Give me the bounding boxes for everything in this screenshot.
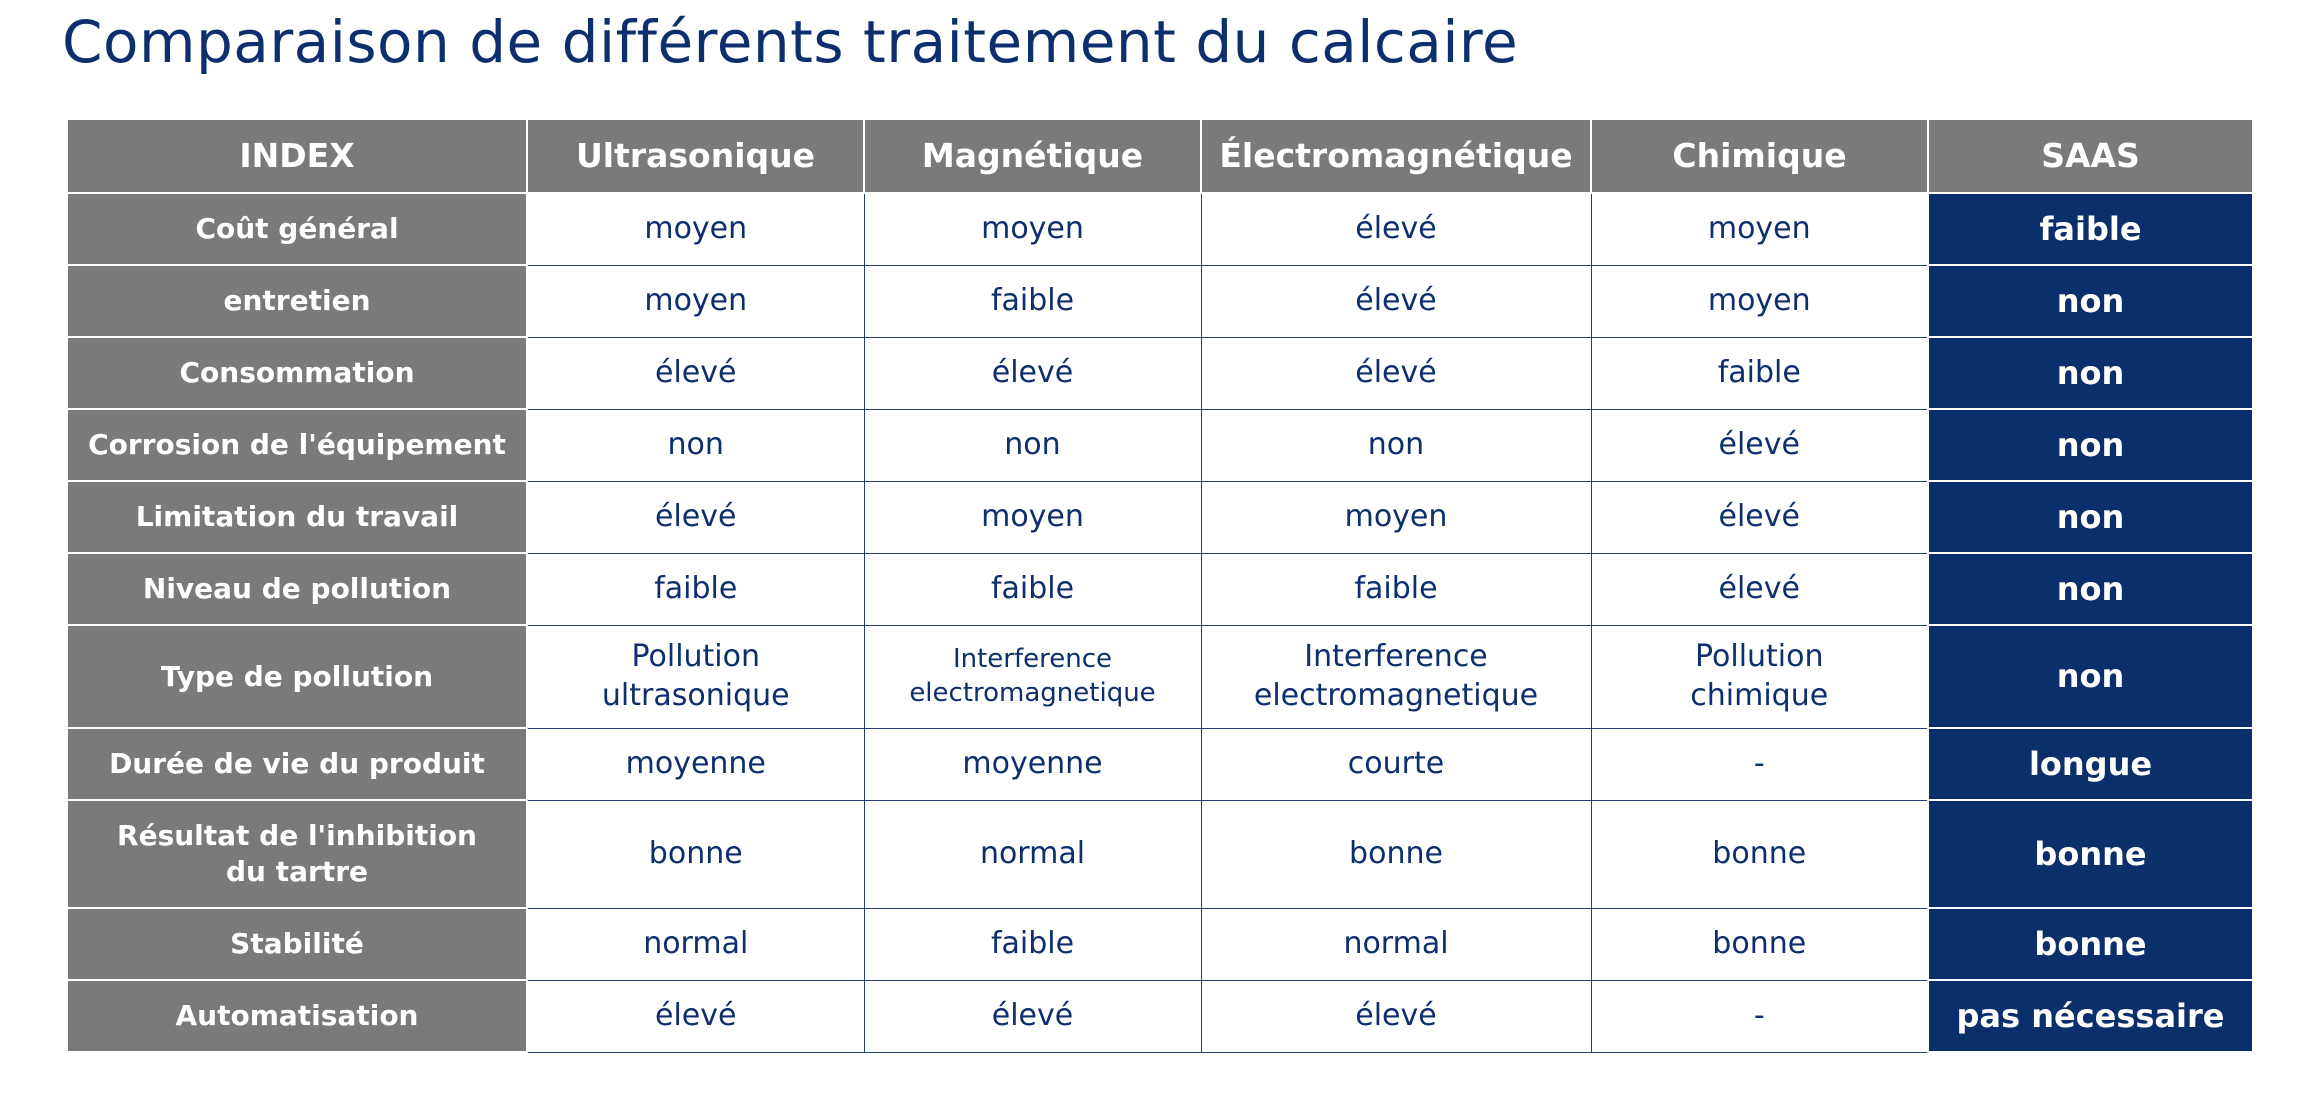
table-cell: [527, 625, 864, 728]
table-cell: bonne: [527, 800, 864, 908]
table-cell: faible: [1591, 337, 1928, 409]
table-row: [67, 908, 2253, 980]
table-row: [67, 980, 2253, 1052]
table-cell: faible: [864, 553, 1201, 625]
row-label: Stabilité: [67, 908, 527, 980]
table-cell: élevé: [1201, 337, 1591, 409]
table-cell: faible: [1201, 553, 1591, 625]
saas-cell: non: [1928, 265, 2253, 337]
row-label: Corrosion de l'équipement: [67, 409, 527, 481]
table-cell: élevé: [527, 481, 864, 553]
table-cell: bonne: [1591, 908, 1928, 980]
table-cell: élevé: [1201, 980, 1591, 1052]
saas-cell: non: [1928, 337, 2253, 409]
row-label: Durée de vie du produit: [67, 728, 527, 800]
table-cell: -: [1591, 728, 1928, 800]
header-index: INDEX: [67, 119, 527, 193]
header-ultrasonique: Ultrasonique: [527, 119, 864, 193]
table-cell: moyen: [527, 193, 864, 265]
saas-cell: non: [1928, 625, 2253, 728]
table-cell: [1591, 625, 1928, 728]
table-cell: moyen: [1591, 265, 1928, 337]
table-cell: non: [864, 409, 1201, 481]
table-cell: [1201, 625, 1591, 728]
table-cell: [864, 625, 1201, 728]
table-cell: élevé: [1201, 265, 1591, 337]
row-label: Type de pollution: [67, 625, 527, 728]
table-cell: normal: [864, 800, 1201, 908]
table-row: [67, 728, 2253, 800]
table-cell: normal: [527, 908, 864, 980]
page-title: Comparaison de différents traitement du calcaire: [62, 8, 1519, 76]
saas-cell: bonne: [1928, 908, 2253, 980]
row-label: Coût général: [67, 193, 527, 265]
table-cell: élevé: [1591, 409, 1928, 481]
row-label: Limitation du travail: [67, 481, 527, 553]
table-row: [67, 481, 2253, 553]
table-cell: élevé: [864, 337, 1201, 409]
table-cell: élevé: [527, 980, 864, 1052]
saas-cell: longue: [1928, 728, 2253, 800]
row-label: Automatisation: [67, 980, 527, 1052]
saas-cell: faible: [1928, 193, 2253, 265]
table-cell: faible: [527, 553, 864, 625]
cell-text: Pollution ultrasonique: [601, 639, 790, 713]
header-saas: SAAS: [1928, 119, 2253, 193]
table-cell: élevé: [864, 980, 1201, 1052]
header-chimique: Chimique: [1591, 119, 1928, 193]
table-cell: moyen: [1591, 193, 1928, 265]
table-cell: faible: [864, 908, 1201, 980]
row-label-text: Résultat de l'inhibition du tartre: [117, 819, 477, 888]
saas-cell: non: [1928, 481, 2253, 553]
table-cell: élevé: [1201, 193, 1591, 265]
table-row: [67, 800, 2253, 908]
header-electromagnetique: Électromagnétique: [1201, 119, 1591, 193]
row-label: Niveau de pollution: [67, 553, 527, 625]
row-label: [67, 800, 527, 908]
table-cell: élevé: [1591, 481, 1928, 553]
cell-text: Interference electromagnetique: [909, 644, 1156, 708]
cell-text: Interference electromagnetique: [1253, 639, 1539, 713]
row-label: entretien: [67, 265, 527, 337]
table-cell: moyenne: [527, 728, 864, 800]
table-cell: moyen: [527, 265, 864, 337]
table-cell: élevé: [527, 337, 864, 409]
table-cell: courte: [1201, 728, 1591, 800]
comparison-table: [66, 118, 2254, 1053]
table-cell: non: [1201, 409, 1591, 481]
table-cell: moyenne: [864, 728, 1201, 800]
saas-cell: non: [1928, 409, 2253, 481]
table-row: [67, 625, 2253, 728]
table-cell: -: [1591, 980, 1928, 1052]
table-cell: non: [527, 409, 864, 481]
table-cell: moyen: [864, 481, 1201, 553]
saas-cell: pas nécessaire: [1928, 980, 2253, 1052]
table-cell: bonne: [1201, 800, 1591, 908]
saas-cell: non: [1928, 553, 2253, 625]
table-row: [67, 265, 2253, 337]
table-row: [67, 409, 2253, 481]
header-row: [67, 119, 2253, 193]
cell-text: Pollution chimique: [1690, 639, 1829, 713]
table-row: [67, 193, 2253, 265]
table-cell: bonne: [1591, 800, 1928, 908]
table-cell: moyen: [1201, 481, 1591, 553]
saas-cell: bonne: [1928, 800, 2253, 908]
table-row: [67, 553, 2253, 625]
row-label: Consommation: [67, 337, 527, 409]
table-cell: faible: [864, 265, 1201, 337]
table-cell: moyen: [864, 193, 1201, 265]
table-row: [67, 337, 2253, 409]
header-magnetique: Magnétique: [864, 119, 1201, 193]
table-cell: élevé: [1591, 553, 1928, 625]
table-cell: normal: [1201, 908, 1591, 980]
